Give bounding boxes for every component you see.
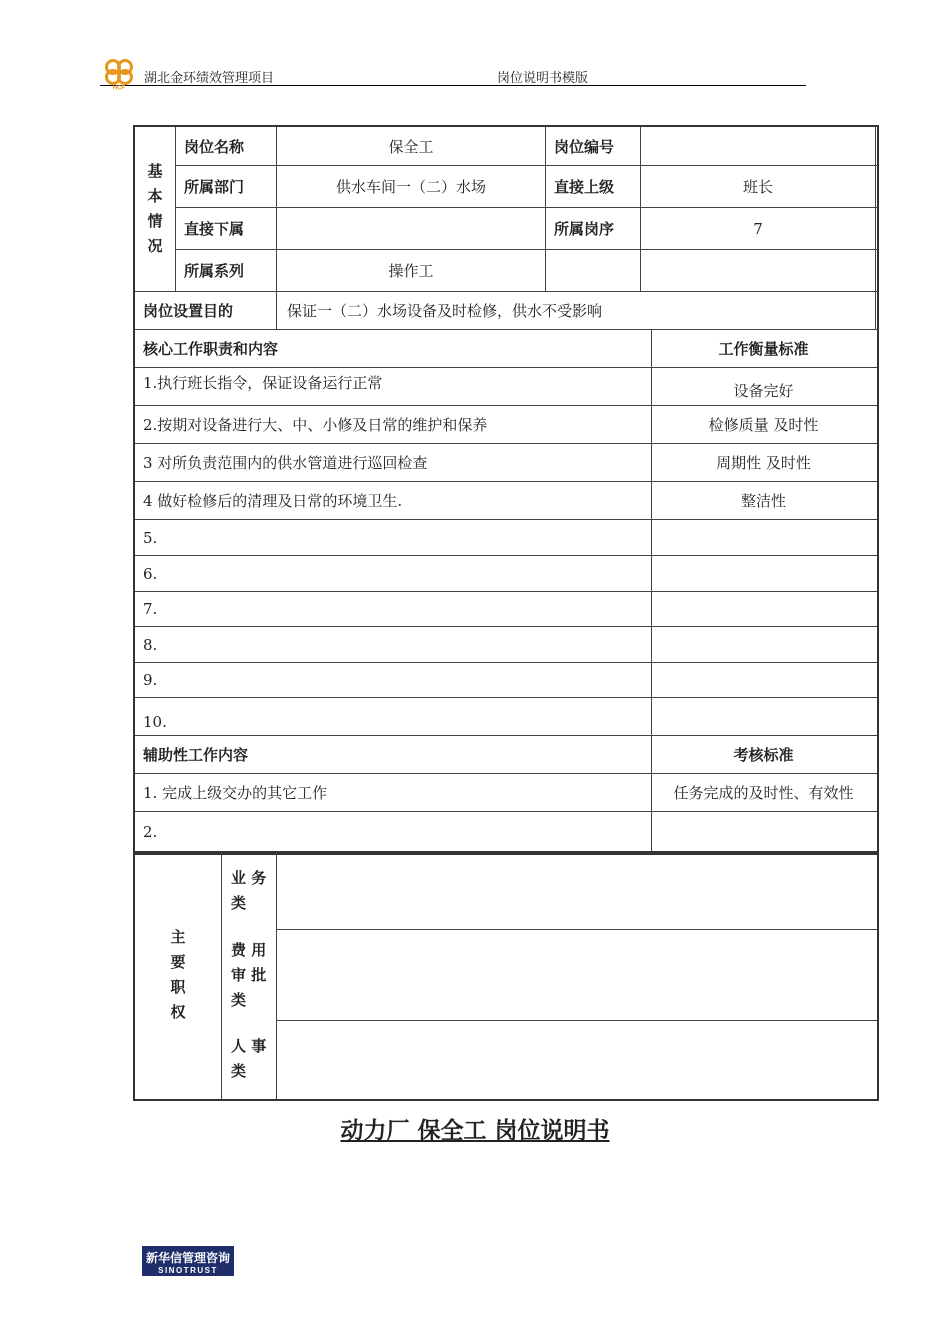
company-logo <box>100 55 140 91</box>
authority-personnel-content <box>277 1021 875 1097</box>
authority-personnel-label: 人 事 类 <box>231 1037 267 1080</box>
core-duties-header: 核心工作职责和内容 <box>143 340 279 358</box>
core-item-standard: 检修质量 及时性 <box>708 416 819 434</box>
core-item: 10. <box>143 713 167 731</box>
core-item: 7. <box>143 600 158 618</box>
aux-duties-header: 辅助性工作内容 <box>143 746 249 764</box>
subordinate-value <box>277 208 545 249</box>
core-item: 9. <box>143 671 158 689</box>
core-item: 1.执行班长指令，保证设备运行正常 <box>143 374 383 392</box>
aux-item-standard <box>652 812 875 851</box>
core-item-standard <box>652 663 875 697</box>
sequence-value: 7 <box>753 219 763 238</box>
core-item-standard: 周期性 及时性 <box>716 454 811 472</box>
document-title: 动力厂 保全工 岗位说明书 <box>340 1118 610 1144</box>
aux-item: 1. 完成上级交办的其它工作 <box>143 784 328 802</box>
department-value: 供水车间一（二）水场 <box>335 178 486 196</box>
core-item: 6. <box>143 564 158 583</box>
series-value: 操作工 <box>388 262 434 280</box>
core-item-standard <box>652 698 875 735</box>
purpose-label: 岗位设置目的 <box>143 302 234 320</box>
basic-info-section-label: 基 本 情 况 <box>147 162 163 255</box>
svg-text:HCF: HCF <box>112 85 126 91</box>
page-header <box>100 55 806 91</box>
core-item: 8. <box>143 635 158 654</box>
core-item: 3 对所负责范围内的供水管道进行巡回检查 <box>143 454 428 472</box>
authority-expense-label: 费 用 审 批 类 <box>231 940 267 1009</box>
position-name-value: 保全工 <box>388 137 434 156</box>
core-item: 2.按期对设备进行大、中、小修及日常的维护和保养 <box>143 416 488 434</box>
position-code-label: 岗位编号 <box>554 137 615 156</box>
job-description-table <box>133 125 879 1101</box>
core-item-standard <box>652 520 875 555</box>
authority-expense-content <box>277 930 875 1020</box>
core-item-standard: 整洁性 <box>740 492 786 510</box>
core-item: 5. <box>143 528 158 547</box>
purpose-text: 保证一（二）水场设备及时检修，供水不受影响 <box>287 302 603 320</box>
core-standard-header: 工作衡量标准 <box>718 340 809 358</box>
authority-section-label: 主 要 职 权 <box>170 928 186 1021</box>
core-item-standard <box>652 592 875 626</box>
series-label: 所属系列 <box>184 262 245 280</box>
authority-business-label: 业 务 类 <box>231 869 267 912</box>
core-item-standard <box>652 556 875 591</box>
superior-value: 班长 <box>742 178 773 196</box>
position-name-label: 岗位名称 <box>184 137 245 156</box>
svg-text:新华信管理咨询: 新华信管理咨询 <box>145 1251 231 1265</box>
authority-business-content <box>277 853 875 929</box>
core-item: 4 做好检修后的清理及日常的环境卫生. <box>143 492 403 510</box>
aux-standard-header: 考核标准 <box>733 746 794 764</box>
company-name: 湖北金环绩效管理项目 <box>144 71 275 86</box>
subordinate-label: 直接下属 <box>184 220 245 238</box>
svg-text:SINOTRUST: SINOTRUST <box>158 1266 218 1275</box>
sequence-label: 所属岗序 <box>554 220 615 238</box>
document-type: 岗位说明书模版 <box>497 71 589 86</box>
aux-item-standard: 任务完成的及时性、有效性 <box>673 784 854 802</box>
sinotrust-logo <box>142 1246 234 1276</box>
superior-label: 直接上级 <box>554 178 615 196</box>
position-code-value <box>641 127 875 165</box>
core-item-standard: 设备完好 <box>733 382 794 400</box>
core-item-standard <box>652 627 875 662</box>
department-label: 所属部门 <box>184 178 245 196</box>
aux-item: 2. <box>143 822 158 841</box>
